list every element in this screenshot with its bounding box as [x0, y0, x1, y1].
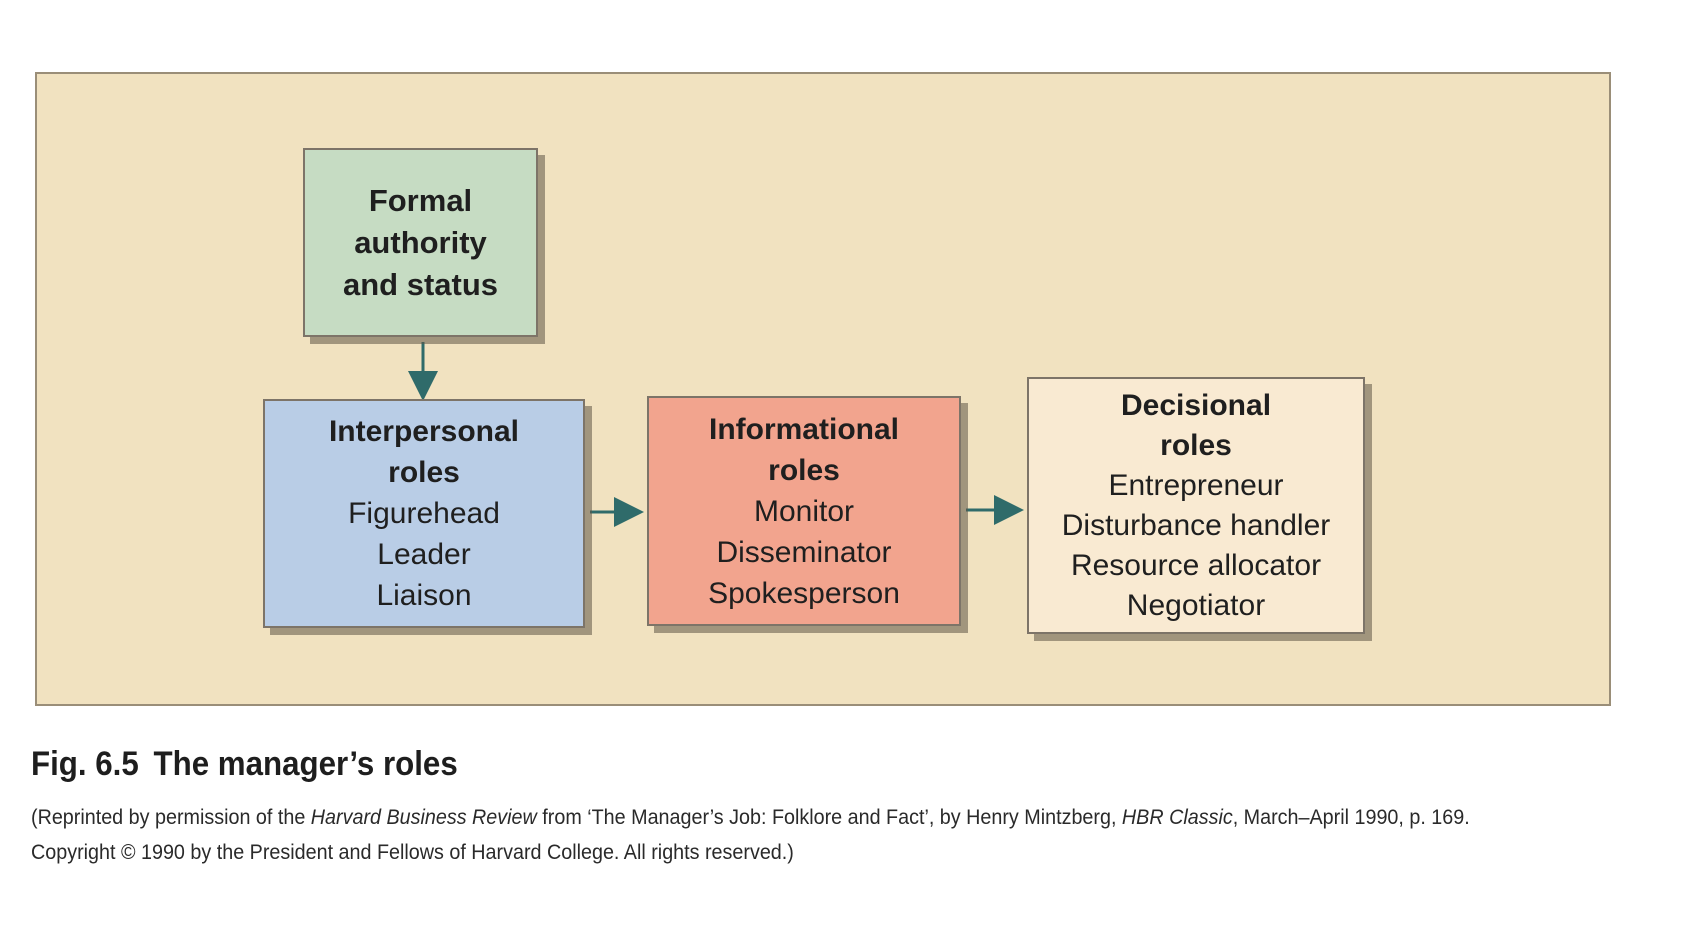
- role-monitor: Monitor: [753, 494, 855, 528]
- figure-number: Fig. 6.5: [31, 745, 139, 783]
- role-disseminator: Disseminator: [716, 535, 892, 569]
- source-series: HBR Classic: [1121, 806, 1233, 829]
- diagram-panel: [35, 72, 1611, 706]
- decisional-roles-box: [1027, 377, 1365, 634]
- formal-authority-title-line-1: Formal: [368, 182, 473, 218]
- role-spokesperson: Spokesperson: [708, 576, 900, 610]
- interpersonal-roles-box: [263, 399, 585, 628]
- formal-authority-box: [303, 148, 538, 337]
- decisional-title-line-2: roles: [1160, 428, 1232, 462]
- informational-title-line-1: Informational: [708, 412, 899, 446]
- role-liaison: Liaison: [376, 579, 472, 612]
- source-text-part-1: (Reprinted by permission of the: [31, 806, 311, 829]
- role-entrepreneur: Entrepreneur: [1108, 468, 1284, 502]
- source-text-part-2: from ‘The Manager’s Job: Folklore and Fact’, by Henry Mintzberg,: [536, 806, 1122, 829]
- figure-caption-title: [31, 745, 458, 784]
- role-disturbance-handler: Disturbance handler: [1061, 508, 1331, 542]
- interpersonal-title-line-1: Interpersonal: [328, 415, 520, 448]
- source-text-part-3: , March–April 1990, p. 169.: [1232, 806, 1470, 829]
- interpersonal-title-line-2: roles: [388, 456, 460, 489]
- role-negotiator: Negotiator: [1126, 588, 1266, 622]
- informational-roles-box: [647, 396, 961, 626]
- role-figurehead: Figurehead: [348, 497, 500, 530]
- source-journal: Harvard Business Review: [310, 806, 537, 829]
- source-line-2: Copyright © 1990 by the President and Fellows of Harvard College. All rights reserved.): [31, 841, 794, 864]
- source-line-1: [31, 800, 1554, 835]
- role-resource-allocator: Resource allocator: [1070, 548, 1322, 582]
- figure-title: The manager’s roles: [153, 745, 458, 783]
- formal-authority-title-line-3: and status: [342, 266, 499, 302]
- informational-title-line-2: roles: [768, 453, 840, 487]
- role-leader: Leader: [377, 538, 471, 571]
- figure-source-note: [31, 800, 1554, 870]
- decisional-title-line-1: Decisional: [1120, 388, 1272, 422]
- formal-authority-title-line-2: authority: [354, 224, 487, 260]
